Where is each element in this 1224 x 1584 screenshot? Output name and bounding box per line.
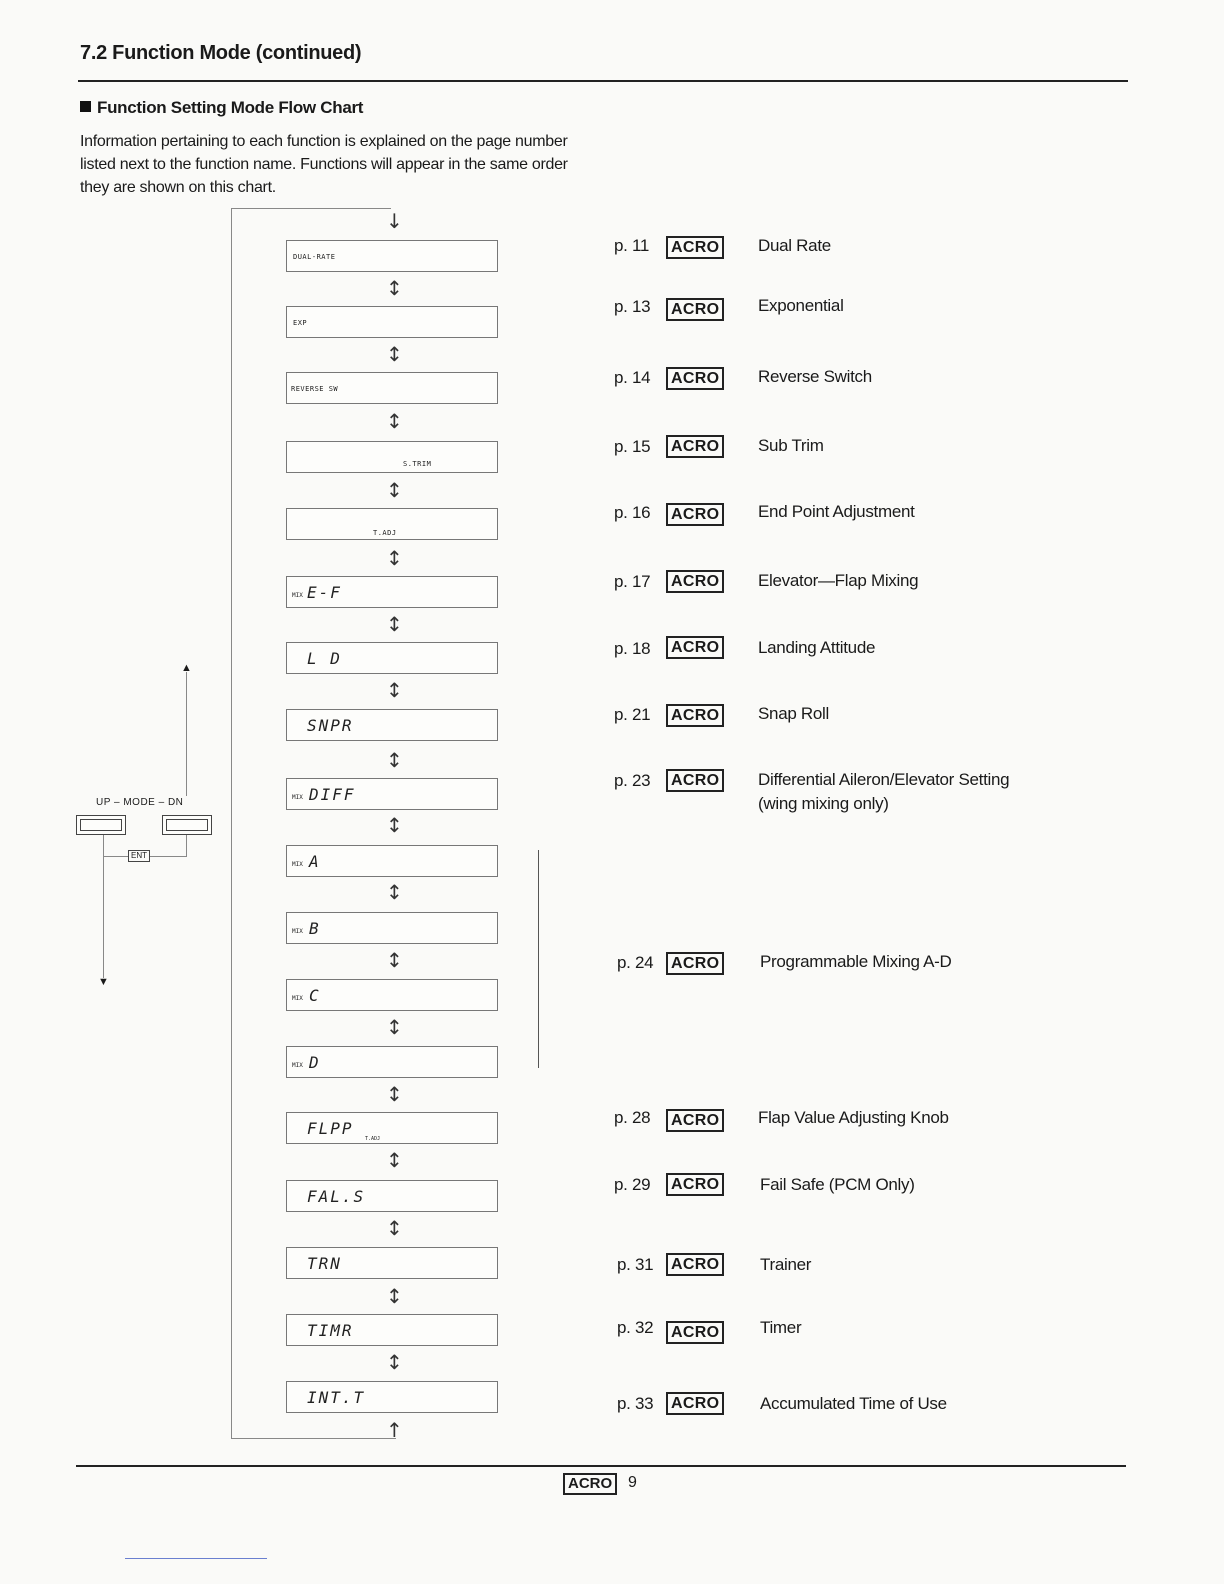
lcd-elevator-flap: MIX E-F <box>286 576 498 608</box>
acro-badge: ACRO <box>666 1109 724 1132</box>
up-arrowhead-icon: ▲ <box>181 662 192 674</box>
acro-badge: ACRO <box>666 952 724 975</box>
page-ref: p. 17 <box>614 572 651 591</box>
up-arrow-icon: ↑ <box>386 1418 403 1442</box>
updown-arrow-icon: ↕ <box>386 748 403 772</box>
mixing-bracket <box>538 850 539 1068</box>
updown-arrow-icon: ↕ <box>386 612 403 636</box>
intro-paragraph: Information pertaining to each function is explained on the page number listed next to the function name. Functions will appear in the same order they are shown on this chart. <box>80 133 568 196</box>
lcd-fail-safe: FAL.S <box>286 1180 498 1212</box>
lcd-mix-d: MIX D <box>286 1046 498 1078</box>
flow-loop-line <box>231 208 232 1438</box>
function-name: Fail Safe (PCM Only) <box>760 1175 915 1194</box>
page-ref: p. 29 <box>614 1175 651 1194</box>
acro-badge: ACRO <box>666 570 724 593</box>
acro-badge: ACRO <box>666 1392 724 1415</box>
footer-acro-badge: ACRO <box>563 1473 617 1495</box>
lcd-snap-roll: SNPR <box>286 709 498 741</box>
function-name: Accumulated Time of Use <box>760 1394 947 1413</box>
updown-arrow-icon: ↕ <box>386 948 403 972</box>
subsection-title-text: Function Setting Mode Flow Chart <box>97 98 364 117</box>
bottom-rule <box>76 1465 1126 1467</box>
lcd-flap-knob: FLPP T.ADJ <box>286 1112 498 1144</box>
keypad-label: UP – MODE – DN <box>96 797 184 808</box>
up-key-button[interactable] <box>76 815 126 835</box>
lcd-reverse-sw: REVERSE SW <box>286 372 498 404</box>
page-ref: p. 24 <box>617 953 654 972</box>
page-ref: p. 11 <box>614 236 650 255</box>
function-name: Programmable Mixing A-D <box>760 952 952 971</box>
lcd-mix-b: MIX B <box>286 912 498 944</box>
page-ref: p. 21 <box>614 705 651 724</box>
up-path-line <box>186 672 187 796</box>
acro-badge: ACRO <box>666 435 724 458</box>
bullet-square-icon <box>80 101 91 112</box>
acro-badge: ACRO <box>666 636 724 659</box>
updown-arrow-icon: ↕ <box>386 880 403 904</box>
keypad-line <box>186 835 187 857</box>
lcd-trainer: TRN <box>286 1247 498 1279</box>
updown-arrow-icon: ↕ <box>386 546 403 570</box>
updown-arrow-icon: ↕ <box>386 342 403 366</box>
down-path-line <box>103 856 104 978</box>
acro-badge: ACRO <box>666 367 724 390</box>
updown-arrow-icon: ↕ <box>386 1148 403 1172</box>
function-name: Exponential <box>758 296 844 315</box>
page-ref: p. 31 <box>617 1255 654 1274</box>
page-ref: p. 15 <box>614 437 651 456</box>
updown-arrow-icon: ↕ <box>386 1015 403 1039</box>
page-ref: p. 23 <box>614 771 651 790</box>
function-name: Flap Value Adjusting Knob <box>758 1108 949 1127</box>
acro-badge: ACRO <box>666 298 724 321</box>
function-name: Reverse Switch <box>758 367 872 386</box>
function-name: Snap Roll <box>758 704 830 723</box>
function-name-note: (wing mixing only) <box>758 794 889 813</box>
lcd-timer: TIMR <box>286 1314 498 1346</box>
function-name: Differential Aileron/Elevator Setting <box>758 770 1010 789</box>
function-name: Timer <box>760 1318 802 1337</box>
updown-arrow-icon: ↕ <box>386 1350 403 1374</box>
updown-arrow-icon: ↕ <box>386 1082 403 1106</box>
function-name: Dual Rate <box>758 236 831 255</box>
lcd-dual-rate: DUAL-RATE <box>286 240 498 272</box>
flow-bottom-line <box>231 1438 396 1439</box>
top-rule <box>78 80 1128 82</box>
lcd-mix-a: MIX A <box>286 845 498 877</box>
page-ref: p. 14 <box>614 368 651 387</box>
acro-badge: ACRO <box>666 503 724 526</box>
function-name: End Point Adjustment <box>758 502 915 521</box>
page-ref: p. 32 <box>617 1318 654 1337</box>
updown-arrow-icon: ↕ <box>386 276 403 300</box>
down-arrow-icon: ↓ <box>386 209 403 233</box>
page-ref: p. 18 <box>614 639 651 658</box>
page-number: 9 <box>628 1474 637 1491</box>
section-title: 7.2 Function Mode (continued) <box>80 42 362 64</box>
acro-badge: ACRO <box>666 1321 724 1344</box>
subsection-title <box>80 98 363 118</box>
lcd-exp: EXP <box>286 306 498 338</box>
updown-arrow-icon: ↕ <box>386 813 403 837</box>
acro-badge: ACRO <box>666 769 724 792</box>
keypad-line <box>103 835 104 857</box>
page-ref: p. 13 <box>614 297 651 316</box>
updown-arrow-icon: ↕ <box>386 1216 403 1240</box>
updown-arrow-icon: ↕ <box>386 478 403 502</box>
updown-arrow-icon: ↕ <box>386 1284 403 1308</box>
flow-top-line <box>231 208 391 209</box>
lcd-sub-trim: S.TRIM <box>286 441 498 473</box>
dn-key-button[interactable] <box>162 815 212 835</box>
acro-badge: ACRO <box>666 1173 724 1196</box>
function-name: Trainer <box>760 1255 812 1274</box>
acro-badge: ACRO <box>666 704 724 727</box>
lcd-end-point: T.ADJ <box>286 508 498 540</box>
page-ref: p. 33 <box>617 1394 654 1413</box>
scan-mark-line <box>125 1558 267 1559</box>
updown-arrow-icon: ↕ <box>386 409 403 433</box>
function-name: Elevator—Flap Mixing <box>758 571 919 590</box>
lcd-differential: MIX DIFF <box>286 778 498 810</box>
lcd-landing-attitude: L D <box>286 642 498 674</box>
acro-badge: ACRO <box>666 236 724 259</box>
lcd-mix-c: MIX C <box>286 979 498 1011</box>
function-name: Sub Trim <box>758 436 824 455</box>
lcd-accumulated-time: INT.T <box>286 1381 498 1413</box>
down-arrowhead-icon: ▼ <box>98 976 109 988</box>
updown-arrow-icon: ↕ <box>386 678 403 702</box>
page-ref: p. 28 <box>614 1108 651 1127</box>
page-ref: p. 16 <box>614 503 651 522</box>
acro-badge: ACRO <box>666 1253 724 1276</box>
ent-key-button[interactable]: ENT <box>128 850 150 862</box>
function-name: Landing Attitude <box>758 638 876 657</box>
